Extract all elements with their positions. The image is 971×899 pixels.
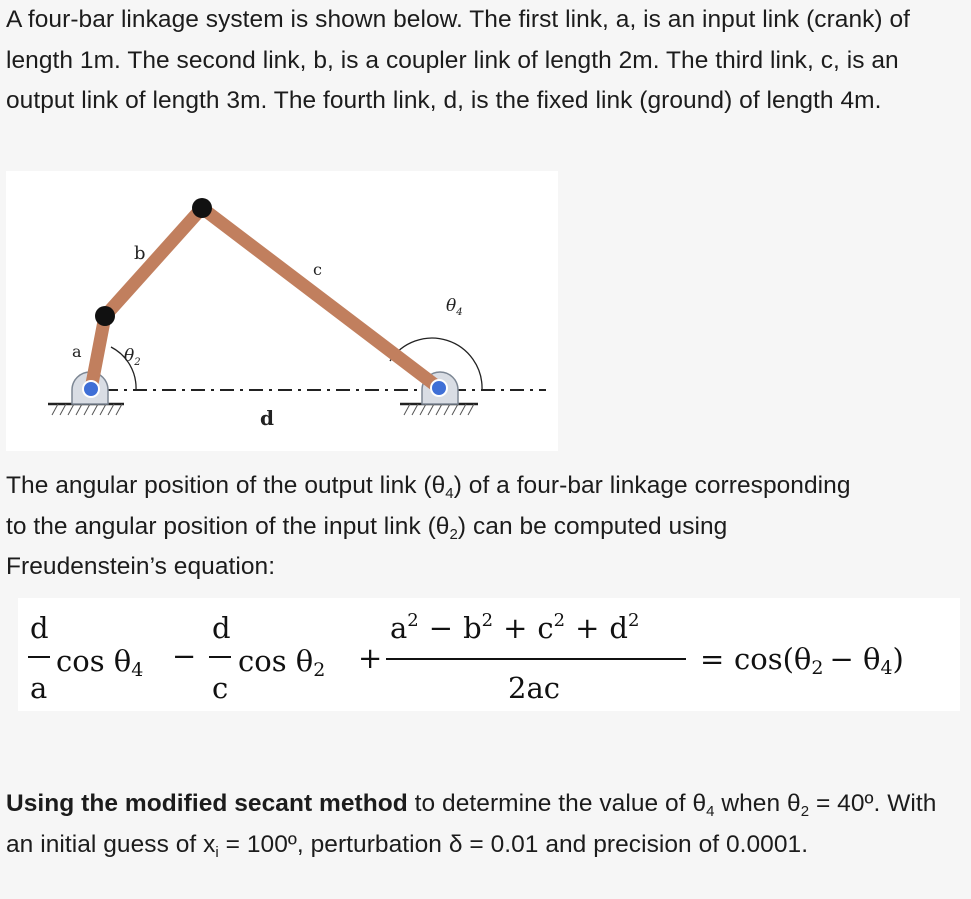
- t3-denominator: 2ac: [508, 671, 560, 705]
- pivot-right: [431, 380, 447, 396]
- ground-right: [400, 404, 478, 415]
- link-c: [202, 208, 439, 388]
- equation-svg: [18, 598, 960, 711]
- label-theta2: $\theta_2$: [124, 346, 141, 368]
- ground-left: [48, 404, 124, 415]
- pivot-left: [83, 381, 99, 397]
- t2-cos: cos θ2: [238, 644, 326, 681]
- freudenstein-equation: [18, 598, 960, 711]
- linkage-diagram: [6, 171, 558, 451]
- t1-denominator: a: [30, 671, 48, 705]
- four-bar-linkage-figure: [6, 171, 558, 451]
- label-a: a: [72, 342, 82, 361]
- t1-cos: cos θ4: [56, 644, 144, 681]
- t2-plus: +: [358, 641, 383, 675]
- t2-numerator: d: [212, 611, 231, 645]
- t3-numerator: $a^2 - b^2 + c^2 + d^2$: [390, 610, 640, 645]
- rhs-cos: cos(θ2 − θ4): [734, 642, 904, 679]
- t1-minus: −: [172, 639, 197, 673]
- joint-ab: [95, 306, 115, 326]
- link-b: [105, 208, 202, 316]
- label-c: c: [313, 260, 322, 279]
- label-theta4: $\theta_4$: [446, 296, 463, 318]
- task-paragraph: Using the modified secant method to determine the value of $\theta_4$ when $\theta_2$ = 40º. With an initial guess of $x_i$ = 100º, perturbation δ = 0.01 and precision of 0.0001.: [6, 790, 937, 861]
- joint-bc: [192, 198, 212, 218]
- label-b: b: [134, 243, 146, 264]
- intro-paragraph: A four-bar linkage system is shown below. The first link, a, is an input link (crank) of length 1m. The second link, b, is a coupler link of length 2m. The third link, c, is an output link of length 3m. The fourth link, d, is the fixed link (ground) of length 4m.: [6, 6, 911, 114]
- equals-sign: =: [700, 642, 725, 676]
- t1-numerator: d: [30, 611, 49, 645]
- explanation-paragraph: The angular position of the output link $(\theta_4)$ of a four-bar linkage corresponding to the angular position of the input link $(\theta_2)$ can be computed using Freudenstein’s equation:: [6, 472, 851, 580]
- label-d: d: [260, 406, 274, 430]
- t2-denominator: c: [212, 671, 229, 705]
